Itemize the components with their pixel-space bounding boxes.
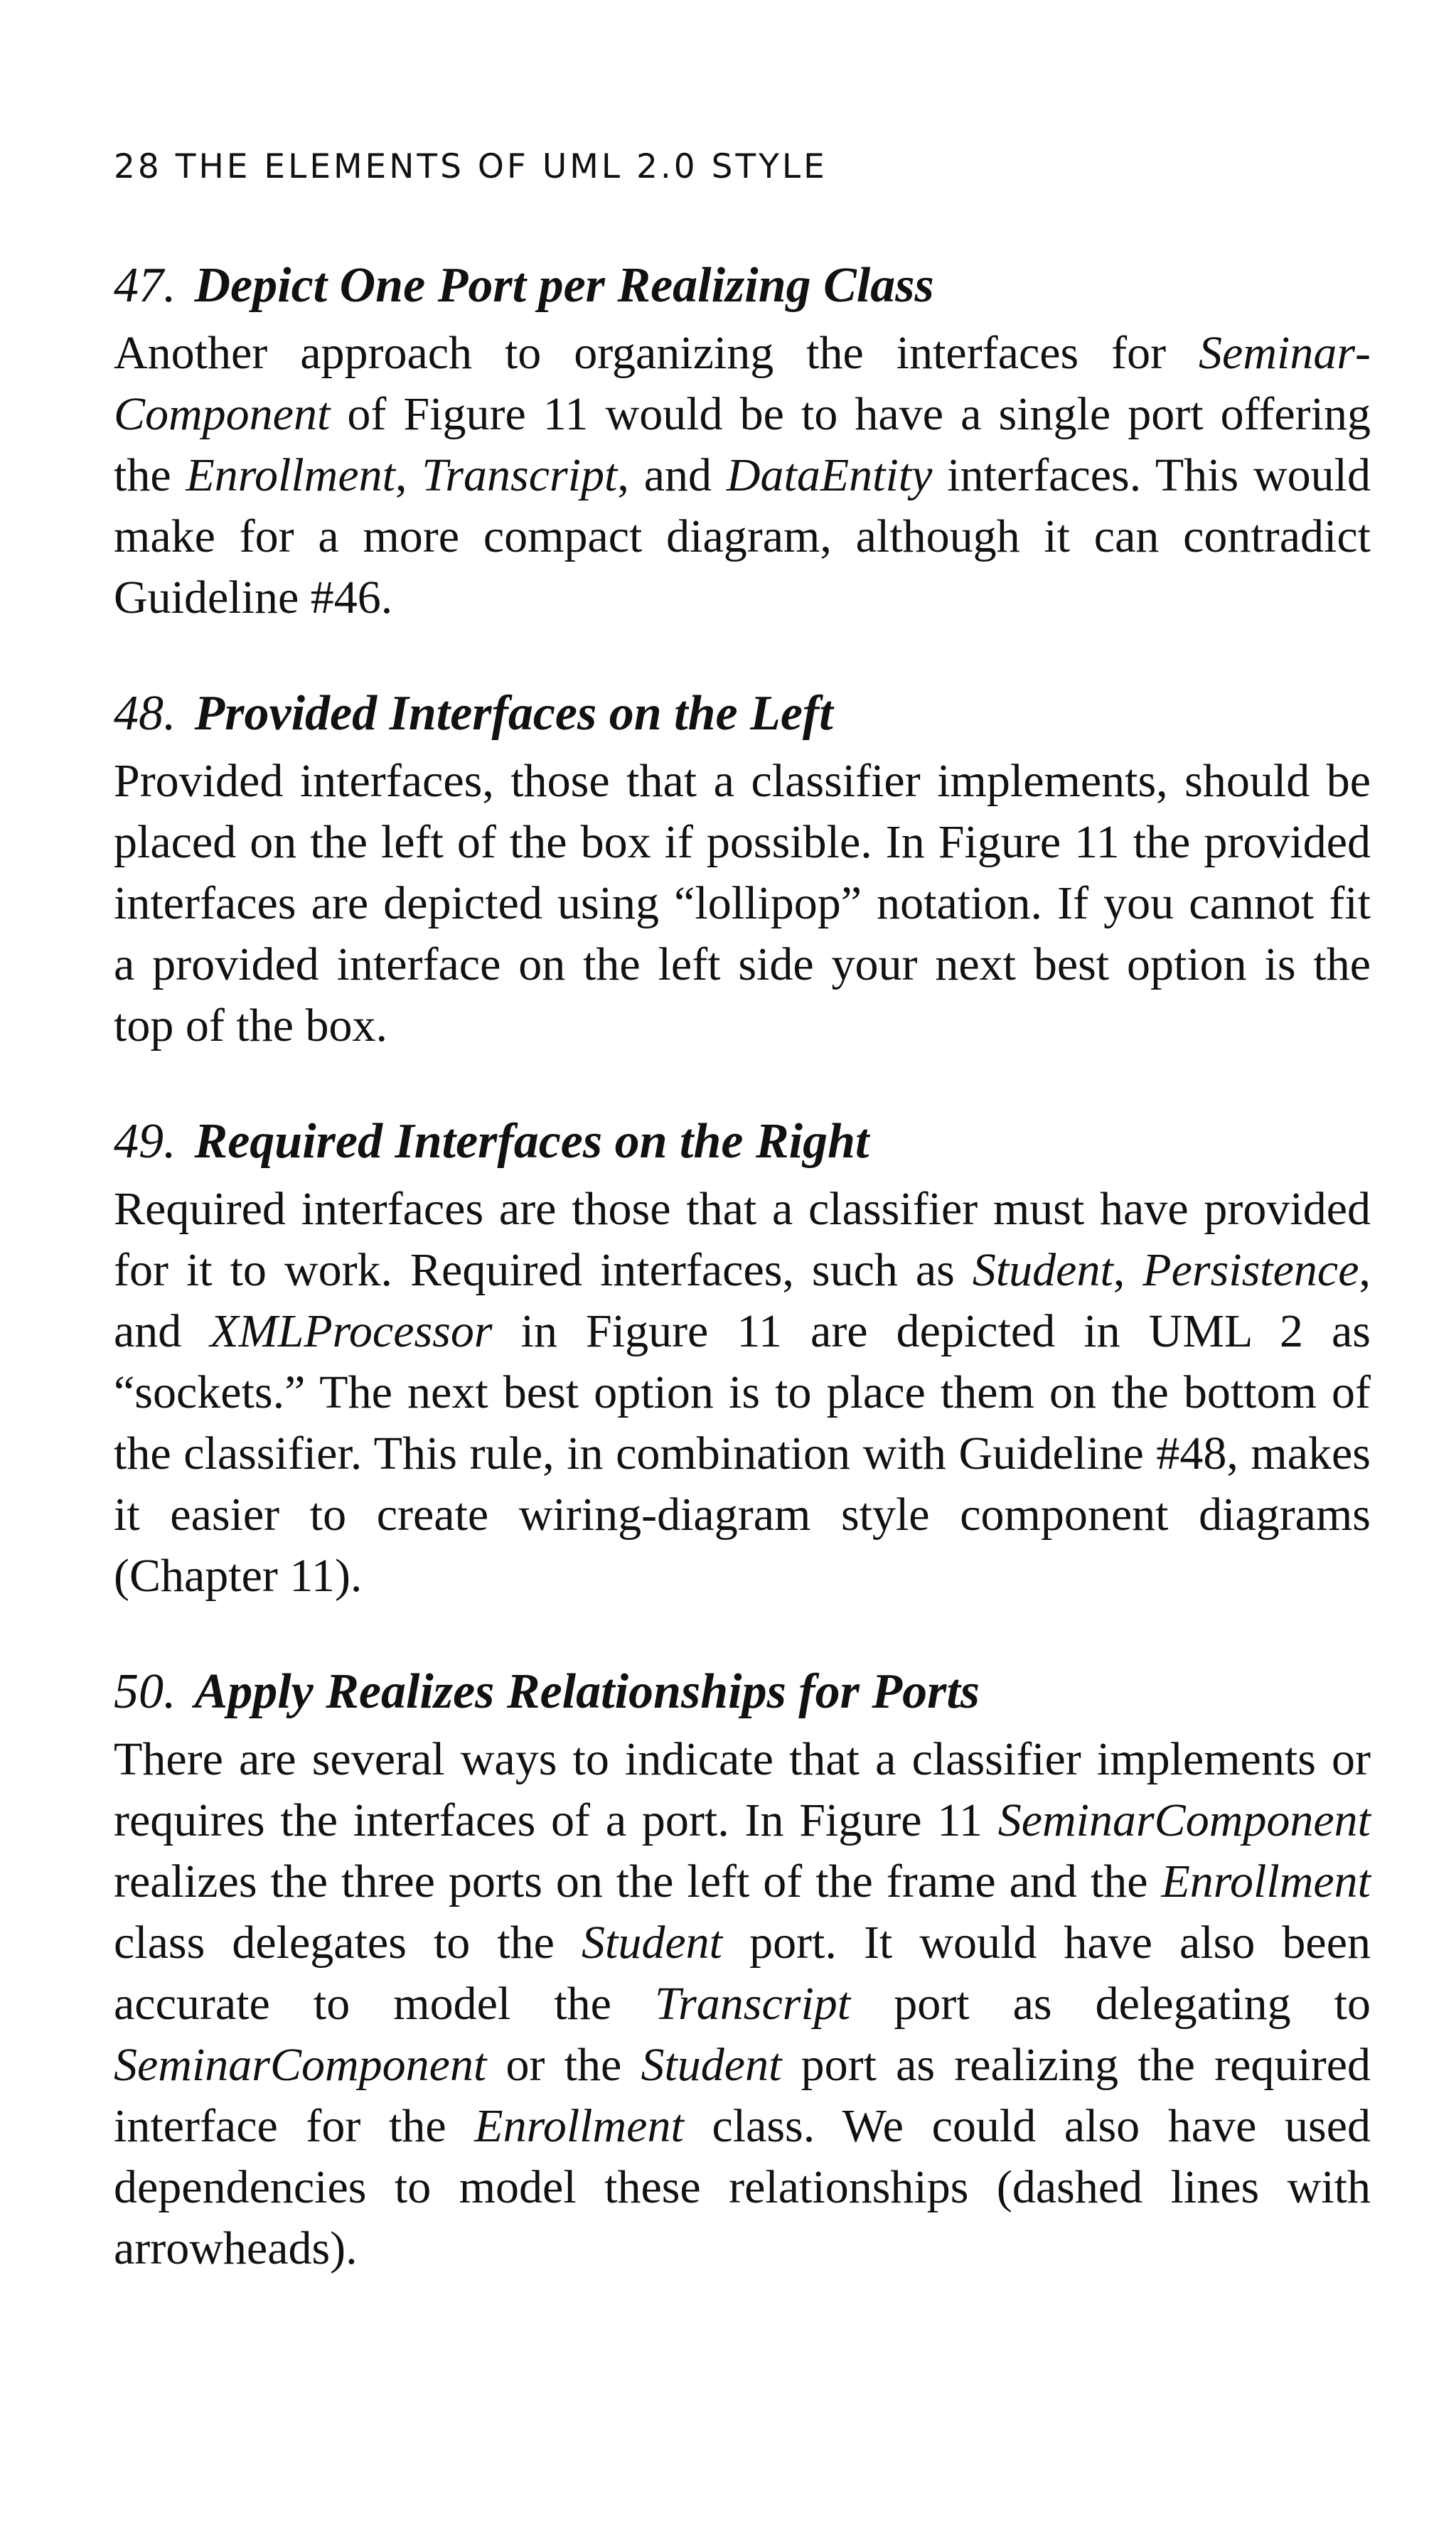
text-run: Required interfaces are those that a classifier must have provided for it to work. Required interfaces, such as xyxy=(114,1183,1371,1296)
text-run: Another approach to organizing the interfaces for xyxy=(114,327,1199,379)
italic-term: Student xyxy=(641,2039,782,2091)
guideline-body xyxy=(114,1729,1371,2279)
guideline-title: Provided Interfaces on the Left xyxy=(194,686,833,741)
text-run: in Figure 11 are depicted in UML 2 as “sockets.” The next best option is to place them on the bottom of the classifier. This rule, in combination with Guideline #48, makes it easier to create wiring-diagram style component diagrams (Chapter 11). xyxy=(114,1305,1371,1602)
text-run: port as realizing the required interface for the xyxy=(114,2039,1371,2152)
italic-term: SeminarComponent xyxy=(114,327,1371,440)
text-run: or the xyxy=(486,2039,641,2091)
italic-term: Enrollment xyxy=(474,2100,684,2152)
text-run: , and xyxy=(617,449,727,501)
italic-term: Persistence xyxy=(1142,1244,1359,1296)
guideline-number: 47. xyxy=(114,258,176,313)
guideline-heading xyxy=(114,255,1371,317)
italic-term: XMLProcessor xyxy=(210,1305,493,1357)
guideline-heading xyxy=(114,1110,1371,1173)
text-run: realizes the three ports on the left of the frame and the xyxy=(114,1856,1162,1907)
italic-term: Transcript xyxy=(422,449,618,501)
guideline-number: 50. xyxy=(114,1664,176,1719)
italic-term: Student xyxy=(972,1244,1113,1296)
guideline-body xyxy=(114,323,1371,628)
text-run: class delegates to the xyxy=(114,1917,582,1969)
guideline-48 xyxy=(114,682,1371,1056)
text-run: Provided interfaces, those that a classifier implements, should be placed on the left of the box if possible. In Figure 11 the provided interfaces are depicted using “lollipop” notation. If you cannot fit a provided interface on the left side your next best option is the top of the box. xyxy=(114,755,1371,1051)
guideline-50 xyxy=(114,1661,1371,2279)
page-body xyxy=(114,255,1371,2279)
guideline-number: 49. xyxy=(114,1114,176,1169)
text-run: port. It would have also been accurate to model the xyxy=(114,1917,1371,2030)
guideline-number: 48. xyxy=(114,686,176,741)
guideline-heading xyxy=(114,1661,1371,1723)
text-run: class. We could also have used dependencies to model these relationships (dashed lines with arrowheads). xyxy=(114,2100,1371,2274)
italic-term: Transcript xyxy=(655,1978,851,2030)
guideline-49 xyxy=(114,1110,1371,1607)
guideline-title: Depict One Port per Realizing Class xyxy=(194,258,934,313)
italic-term: DataEntity xyxy=(726,449,933,501)
italic-term: SeminarComponent xyxy=(997,1794,1371,1846)
guideline-body xyxy=(114,1179,1371,1607)
italic-term: Enrollment xyxy=(1161,1856,1371,1907)
running-head: 28 THE ELEMENTS OF UML 2.0 STYLE xyxy=(114,147,828,186)
italic-term: SeminarComponent xyxy=(114,2039,487,2091)
text-run: of Figure 11 would be to have a single port offering the xyxy=(114,388,1371,501)
guideline-title: Apply Realizes Relationships for Ports xyxy=(194,1664,980,1719)
text-run: port as delegating to xyxy=(850,1978,1371,2030)
italic-term: Enrollment xyxy=(186,449,395,501)
text-run: interfaces. This would make for a more compact diagram, although it can contradict Guideline #46. xyxy=(114,449,1371,623)
guideline-heading xyxy=(114,682,1371,745)
italic-term: Student xyxy=(582,1917,723,1969)
text-run: , xyxy=(395,449,422,501)
text-run: , and xyxy=(114,1244,1371,1357)
text-run: , xyxy=(1113,1244,1143,1296)
guideline-47 xyxy=(114,255,1371,628)
text-run: There are several ways to indicate that a classifier implements or requires the interfaces of a port. In Figure 11 xyxy=(114,1733,1371,1846)
guideline-body xyxy=(114,751,1371,1056)
guideline-title: Required Interfaces on the Right xyxy=(194,1114,869,1169)
